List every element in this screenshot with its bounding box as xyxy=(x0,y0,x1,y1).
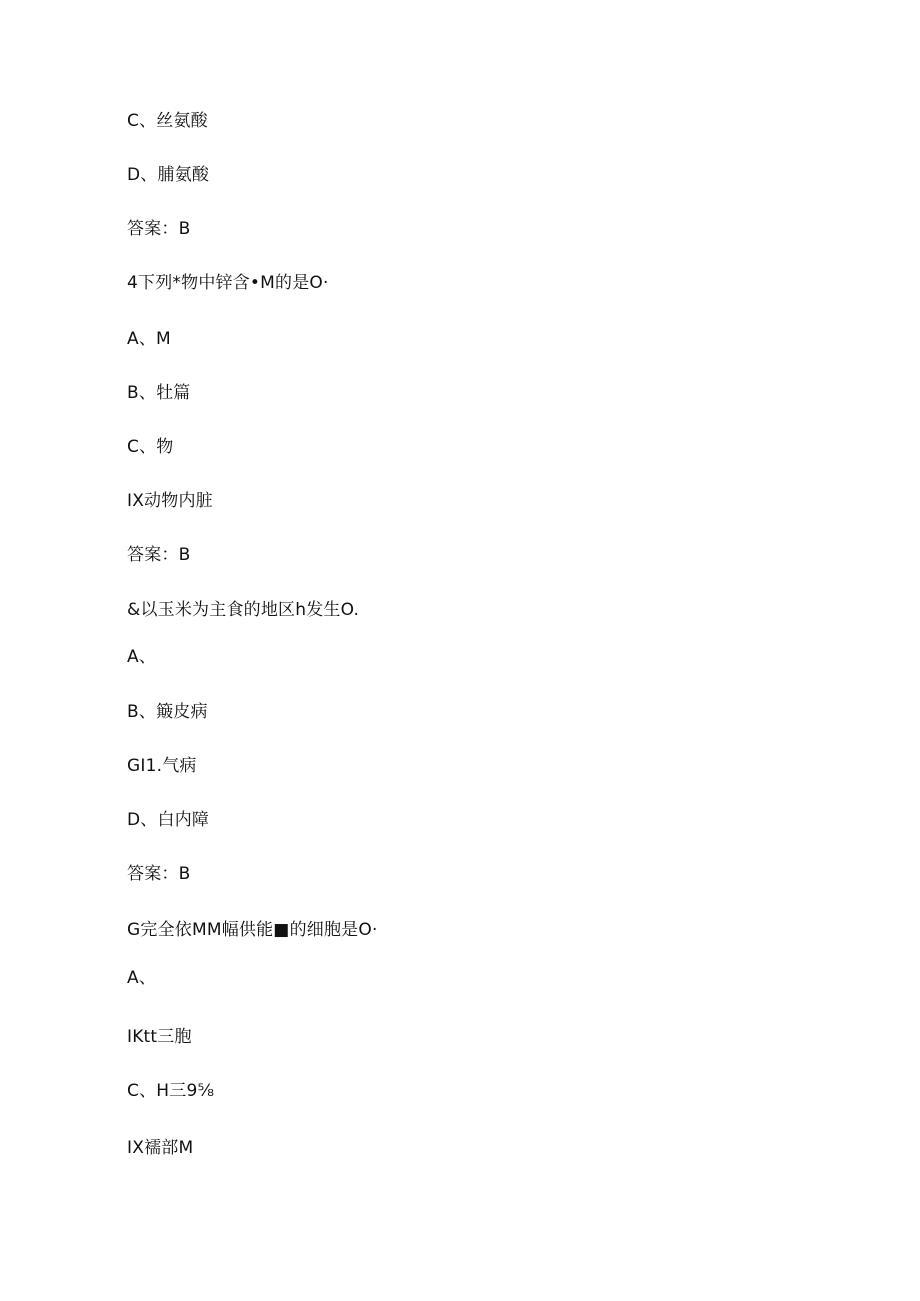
option-d-line: D、脯氨酸 xyxy=(127,165,210,185)
option-c-line: C、丝氨酸 xyxy=(127,111,208,131)
question-6-line: G完全依MM幅供能■的细胞是O· xyxy=(127,920,378,940)
option-a-line: A、 xyxy=(127,647,157,667)
answer-line: 答案：B xyxy=(127,545,191,565)
option-c-line: GI1.气病 xyxy=(127,756,197,776)
option-c-line: C、物 xyxy=(127,437,174,457)
option-b-line: B、簸皮病 xyxy=(127,702,208,722)
option-d-line: IX动物内脏 xyxy=(127,491,213,511)
option-d-line: IX襦部M xyxy=(127,1138,194,1158)
option-d-line: D、白内障 xyxy=(127,810,210,830)
question-5-line: &以玉米为主食的地区h发生O. xyxy=(127,600,360,620)
option-b-line: IKtt三胞 xyxy=(127,1027,192,1047)
question-4-line: 4下列*物中锌含•M的是O· xyxy=(127,273,329,293)
answer-line: 答案：B xyxy=(127,864,191,884)
option-a-line: A、M xyxy=(127,329,171,349)
answer-line: 答案：B xyxy=(127,219,191,239)
option-a-line: A、 xyxy=(127,968,157,988)
option-b-line: B、牡篇 xyxy=(127,383,191,403)
option-c-line: C、H三9⅝ xyxy=(127,1081,215,1101)
